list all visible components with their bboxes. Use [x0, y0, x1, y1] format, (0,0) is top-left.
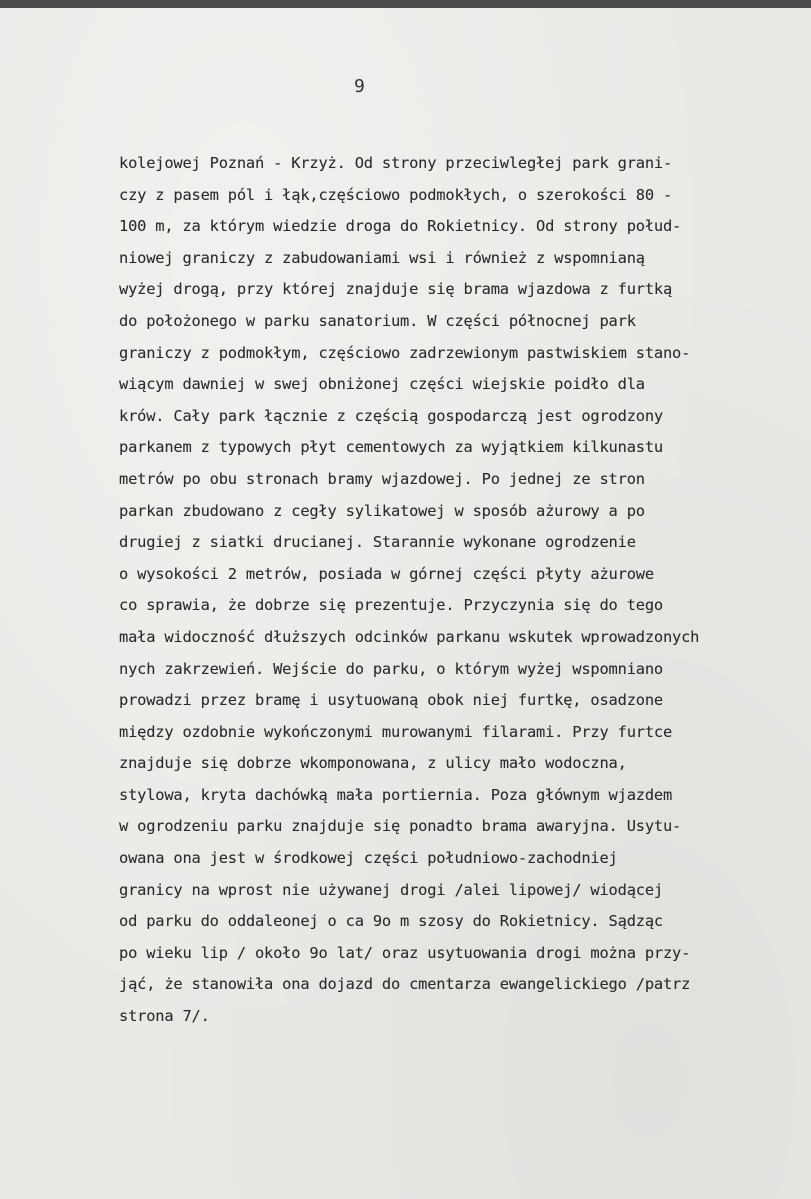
body-text: [119, 148, 811, 1033]
text-line: jąć, że stanowiła ona dojazd do cmentarza ewangelickiego /patrz: [119, 975, 691, 994]
text-line: do położonego w parku sanatorium. W części północnej park: [119, 311, 636, 330]
text-line: od parku do oddaleonej o ca 9o m szosy do Rokietnicy. Sądząc: [119, 912, 663, 931]
text-line: stylowa, kryta dachówką mała portiernia. Poza głównym wjazdem: [119, 785, 673, 804]
text-line: prowadzi przez bramę i usytuowaną obok niej furtkę, osadzone: [119, 691, 663, 710]
text-line: między ozdobnie wykończonymi murowanymi filarami. Przy furtce: [119, 722, 673, 741]
text-line: krów. Cały park łącznie z częścią gospodarczą jest ogrodzony: [119, 406, 663, 425]
text-line: w ogrodzeniu parku znajduje się ponadto brama awaryjna. Usytu-: [119, 817, 682, 836]
text-line: wyżej drogą, przy której znajduje się brama wjazdowa z furtką: [119, 280, 673, 299]
text-line: graniczy z podmokłym, częściowo zadrzewionym pastwiskiem stano-: [119, 343, 691, 362]
text-line: drugiej z siatki drucianej. Starannie wykonane ogrodzenie: [119, 533, 636, 552]
page-number: 9: [354, 76, 365, 97]
text-line: czy z pasem pól i łąk,częściowo podmokłych, o szerokości 80 -: [119, 185, 673, 204]
text-line: kolejowej Poznań - Krzyż. Od strony przeciwległej park grani-: [119, 154, 673, 172]
text-line: 100 m, za którym wiedzie droga do Rokietnicy. Od strony połud-: [119, 217, 682, 236]
text-line: mała widoczność dłuższych odcinków parkanu wskutek wprowadzonych: [119, 627, 700, 646]
text-line: owana ona jest w środkowej części południowo-zachodniej: [119, 849, 618, 868]
text-line: o wysokości 2 metrów, posiada w górnej części płyty ażurowe: [119, 564, 654, 583]
text-line: metrów po obu stronach bramy wjazdowej. Po jednej ze stron: [119, 469, 645, 488]
text-line: co sprawia, że dobrze się prezentuje. Przyczynia się do tego: [119, 596, 663, 615]
text-line: niowej graniczy z zabudowaniami wsi i również z wspomnianą: [119, 248, 645, 267]
text-line: granicy na wprost nie używanej drogi /alei lipowej/ wiodącej: [119, 880, 663, 899]
text-line: strona 7/.: [119, 1007, 210, 1026]
text-line: wiącym dawniej w swej obniżonej części wiejskie poidło dla: [119, 375, 645, 394]
text-line: nych zakrzewień. Wejście do parku, o którym wyżej wspomniano: [119, 659, 663, 678]
text-line: znajduje się dobrze wkomponowana, z ulicy mało wodoczna,: [119, 754, 627, 773]
text-line: po wieku lip / około 9o lat/ oraz usytuowania drogi można przy-: [119, 943, 691, 962]
text-line: parkanem z typowych płyt cementowych za wyjątkiem kilkunastu: [119, 438, 663, 457]
document-page: [0, 8, 811, 1199]
text-line: parkan zbudowano z cegły sylikatowej w sposób ażurowy a po: [119, 501, 645, 520]
